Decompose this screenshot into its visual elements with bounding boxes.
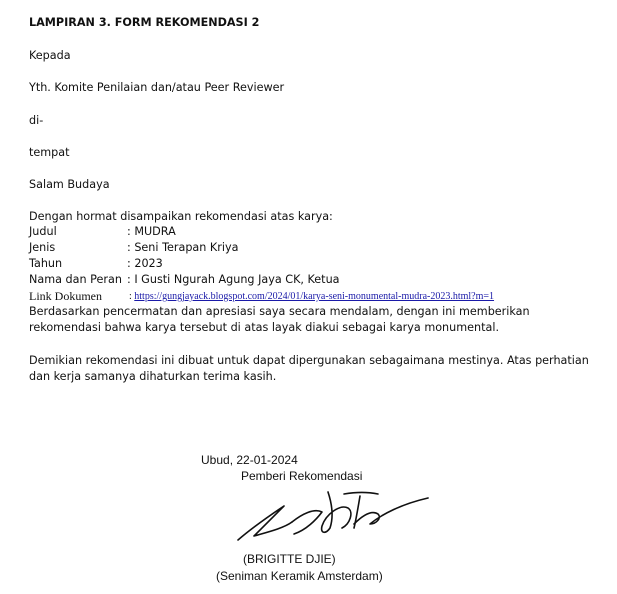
jenis-label: Jenis [29, 241, 56, 254]
signer-name: (BRIGITTE DJIE) [243, 552, 336, 566]
intro-text: Dengan hormat disampaikan rekomendasi atas karya: [29, 210, 333, 223]
tahun-label: Tahun [29, 257, 63, 270]
tahun-value: : 2023 [127, 257, 163, 270]
recipient-di: di- [29, 114, 44, 127]
greeting: Salam Budaya [29, 178, 110, 191]
nama-label: Nama dan Peran [29, 273, 122, 286]
recipient-yth: Yth. Komite Penilaian dan/atau Peer Reviewer [29, 81, 285, 94]
signature-stroke-2 [292, 511, 322, 534]
jenis-value: : Seni Terapan Kriya [127, 241, 239, 254]
link-colon: : [129, 291, 135, 302]
signature-stroke-1 [238, 506, 292, 540]
place-date: Ubud, 22-01-2024 [201, 453, 298, 467]
handwritten-signature [232, 484, 432, 550]
signature-stroke-5 [354, 498, 428, 524]
nama-value: : I Gusti Ngurah Agung Jaya CK, Ketua [127, 273, 340, 286]
recipient-kepada: Kepada [29, 49, 71, 62]
closing-paragraph: Demikian rekomendasi ini dibuat untuk dapat dipergunakan sebagaimana mestinya. Atas perhatian dan kerja samanya dihaturkan terima kasih. [29, 354, 589, 384]
body-paragraph: Berdasarkan pencermatan dan apresiasi saya secara mendalam, dengan ini memberikan rekomendasi bahwa karya tersebut di atas layak diakui sebagai karya monumental. [29, 305, 530, 335]
recipient-tempat: tempat [29, 146, 70, 159]
judul-value: : MUDRA [127, 225, 176, 238]
judul-label: Judul [29, 225, 57, 238]
document-link[interactable]: https://gungjayack.blogspot.com/2024/01/karya-seni-monumental-mudra-2023.html?m=1 [134, 291, 495, 302]
form-heading: LAMPIRAN 3. FORM REKOMENDASI 2 [29, 16, 260, 29]
signer-title: (Seniman Keramik Amsterdam) [216, 569, 383, 583]
link-row-value [129, 289, 494, 304]
signer-role: Pemberi Rekomendasi [241, 469, 363, 483]
link-label: Link Dokumen [29, 289, 102, 303]
signature-stroke-3 [322, 492, 351, 532]
